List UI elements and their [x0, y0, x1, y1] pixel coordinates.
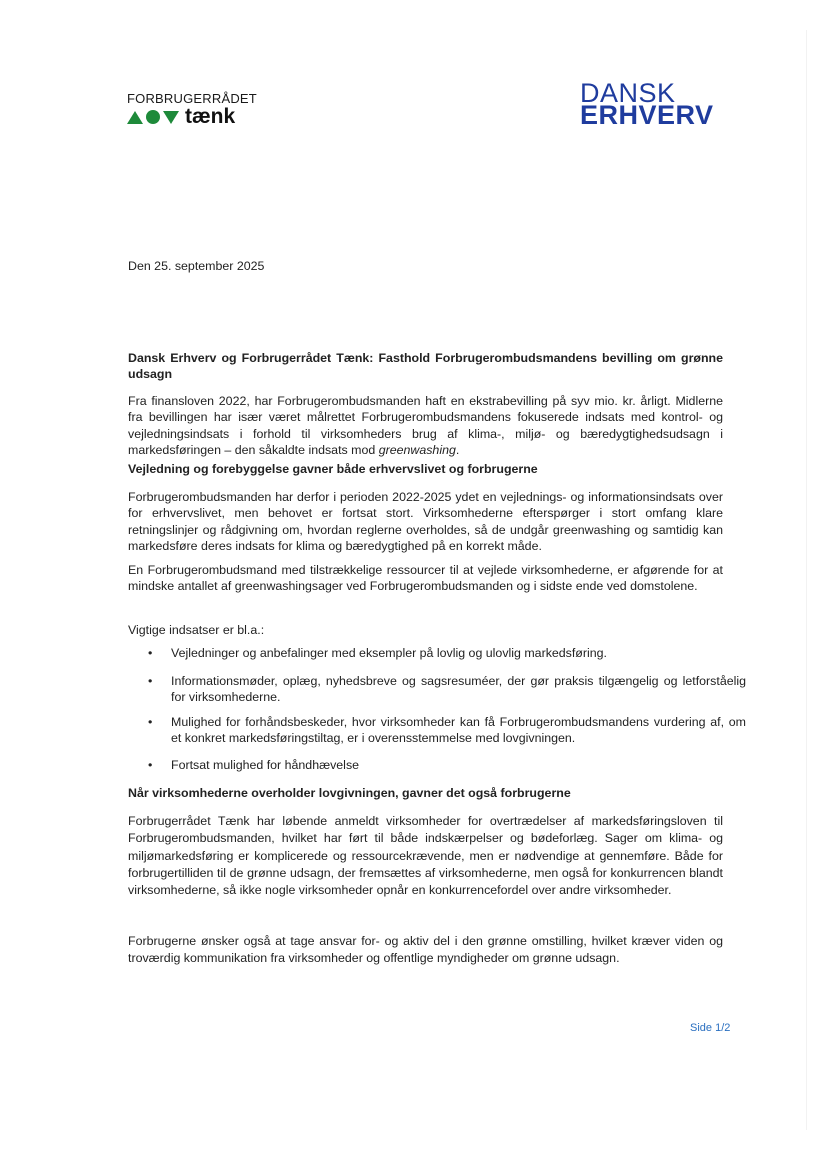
paragraph: En Forbrugerombudsmand med tilstrækkelige ressourcer til at vejlede virksomhederne, er afgørende for at mindske antallet af greenwashingsager ved Forbrugerombudsmanden og i sidste ende ved domstolene. — [128, 563, 723, 594]
logo-text: ERHVERV — [580, 100, 714, 130]
circle-icon — [146, 110, 160, 124]
document-title: Dansk Erhverv og Forbrugerrådet Tænk: Fasthold Forbrugerombudsmandens bevilling om grønne udsagn — [128, 351, 723, 382]
triangle-up-icon — [127, 111, 143, 124]
page-edge — [806, 30, 807, 1130]
logo-text: DANSK — [580, 78, 676, 108]
page-number: Side 1/2 — [690, 1022, 731, 1034]
list-item: • Fortsat mulighed for håndhævelse — [148, 757, 746, 773]
paragraph: Forbrugerne ønsker også at tage ansvar for- og aktiv del i den grønne omstilling, hvilket kræver viden og troværdig kommunikation fra virksomheder og offentlige myndigheder om grønne udsagn. — [128, 934, 723, 965]
list-item: • Mulighed for forhåndsbeskeder, hvor virksomheder kan få Forbrugerombudsmandens vurdering af, om et konkret markedsføringstiltag, er i overensstemmelse med lovgivningen. — [148, 714, 746, 747]
forbrugerraadet-taenk-logo — [127, 92, 257, 127]
section-heading: Når virksomhederne overholder lovgivningen, gavner det også forbrugerne — [128, 786, 571, 800]
logo-text: tænk — [185, 105, 236, 128]
paragraph: Forbrugerombudsmanden har derfor i perioden 2022-2025 ydet en vejlednings- og informationsindsats over for erhvervslivet, men behovet er fortsat stort. Virksomhederne efterspørger i stort omfang klare retningslinjer og rådgivning om, hvordan reglerne overholdes, så de undgår greenwashing og samtidig kan markedsføre deres indsats for klima og bæredygtighed på en korrekt måde. — [128, 490, 723, 554]
intro-end: . — [455, 443, 460, 458]
paragraph: Vigtige indsatser er bl.a.: — [128, 623, 265, 637]
intro-paragraph — [128, 393, 723, 459]
date: Den 25. september 2025 — [128, 259, 265, 273]
intro-italic: greenwashing — [378, 443, 456, 458]
triangle-down-icon — [163, 111, 179, 124]
logo-text: FORBRUGERRÅDET — [127, 91, 257, 106]
dansk-erhverv-logo — [580, 78, 714, 130]
list-item: • Vejledninger og anbefalinger med eksempler på lovlig og ulovlig markedsføring. — [148, 645, 746, 661]
list-item: • Informationsmøder, oplæg, nyhedsbreve og sagsresuméer, der gør praksis tilgængelig og letforståelig for virksomhederne. — [148, 673, 746, 706]
paragraph: Forbrugerrådet Tænk har løbende anmeldt virksomheder for overtrædelser af markedsføringsloven til Forbrugerombudsmanden, hvilket har ført til både indskærpelser og bødeforlæg. Sager om klima- og miljømarkedsføring er komplicerede og ressourcekrævende, men er nødvendige at gennemføre. Både for forbrugertilliden til de grønne udsagn, der fremsættes af virksomhederne, men også for konkurrencen blandt virksomhederne, så ikke nogle virksomheder opnår en konkurrencefordel over andre virksomheder. — [128, 814, 723, 898]
intro-text: Fra finansloven 2022, har Forbrugerombudsmanden haft en ekstrabevilling på syv mio. kr. årligt. Midlerne fra bevillingen har især været målrettet Forbrugerombudsmandens fokuserede indsats med kontrol- og vejledningsindsats i forhold til virksomheders brug af klima-, miljø- og bæredygtighedsudsagn i markedsføringen – den såkaldte indsats mod — [128, 394, 723, 458]
section-heading: Vejledning og forebyggelse gavner både erhvervslivet og forbrugerne — [128, 462, 538, 476]
